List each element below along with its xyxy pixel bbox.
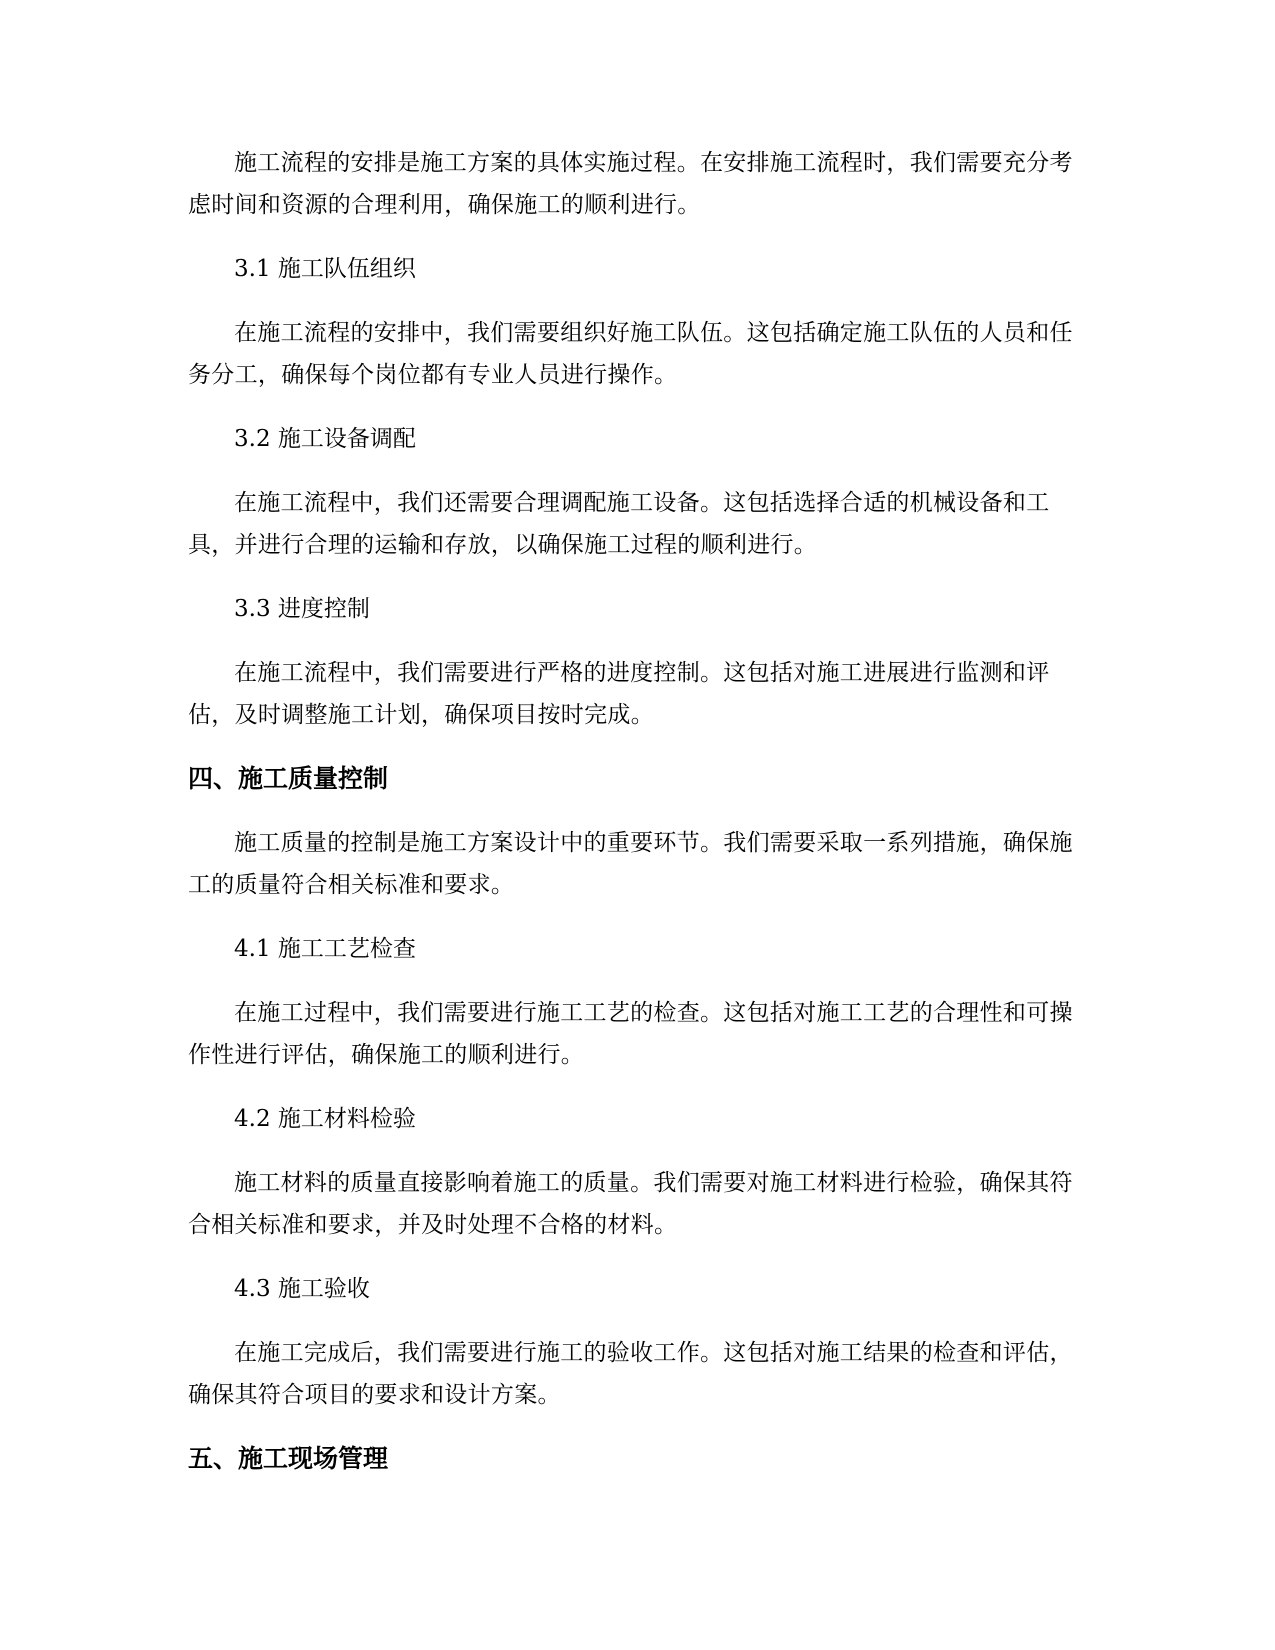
subheading-4-3: 4.3 施工验收 — [234, 1276, 370, 1302]
subheading-4-1: 4.1 施工工艺检查 — [234, 936, 416, 962]
paragraph-3-3: 在施工流程中，我们需要进行严格的进度控制。这包括对施工进展进行监测和评估，及时调整施工计划，确保项目按时完成。 — [188, 660, 1050, 728]
section-heading-4: 四、施工质量控制 — [188, 764, 389, 793]
subheading-3-1: 3.1 施工队伍组织 — [234, 256, 416, 282]
paragraph-4-1: 在施工过程中，我们需要进行施工工艺的检查。这包括对施工工艺的合理性和可操作性进行评估，确保施工的顺利进行。 — [188, 1000, 1073, 1068]
paragraph-3-1: 在施工流程的安排中，我们需要组织好施工队伍。这包括确定施工队伍的人员和任务分工，确保每个岗位都有专业人员进行操作。 — [188, 320, 1073, 388]
section-heading-5: 五、施工现场管理 — [188, 1444, 389, 1473]
paragraph-4-3: 在施工完成后，我们需要进行施工的验收工作。这包括对施工结果的检查和评估，确保其符合项目的要求和设计方案。 — [188, 1340, 1073, 1408]
subheading-3-2: 3.2 施工设备调配 — [234, 426, 416, 452]
document-body — [188, 142, 1088, 1502]
intro-paragraph: 施工流程的安排是施工方案的具体实施过程。在安排施工流程时，我们需要充分考虑时间和资源的合理利用，确保施工的顺利进行。 — [188, 150, 1073, 218]
paragraph-4-2: 施工材料的质量直接影响着施工的质量。我们需要对施工材料进行检验，确保其符合相关标准和要求，并及时处理不合格的材料。 — [188, 1170, 1073, 1238]
paragraph-3-2: 在施工流程中，我们还需要合理调配施工设备。这包括选择合适的机械设备和工具，并进行合理的运输和存放，以确保施工过程的顺利进行。 — [188, 490, 1050, 558]
subheading-4-2: 4.2 施工材料检验 — [234, 1106, 416, 1132]
paragraph-4-intro: 施工质量的控制是施工方案设计中的重要环节。我们需要采取一系列措施，确保施工的质量符合相关标准和要求。 — [188, 830, 1073, 898]
subheading-3-3: 3.3 进度控制 — [234, 596, 370, 622]
